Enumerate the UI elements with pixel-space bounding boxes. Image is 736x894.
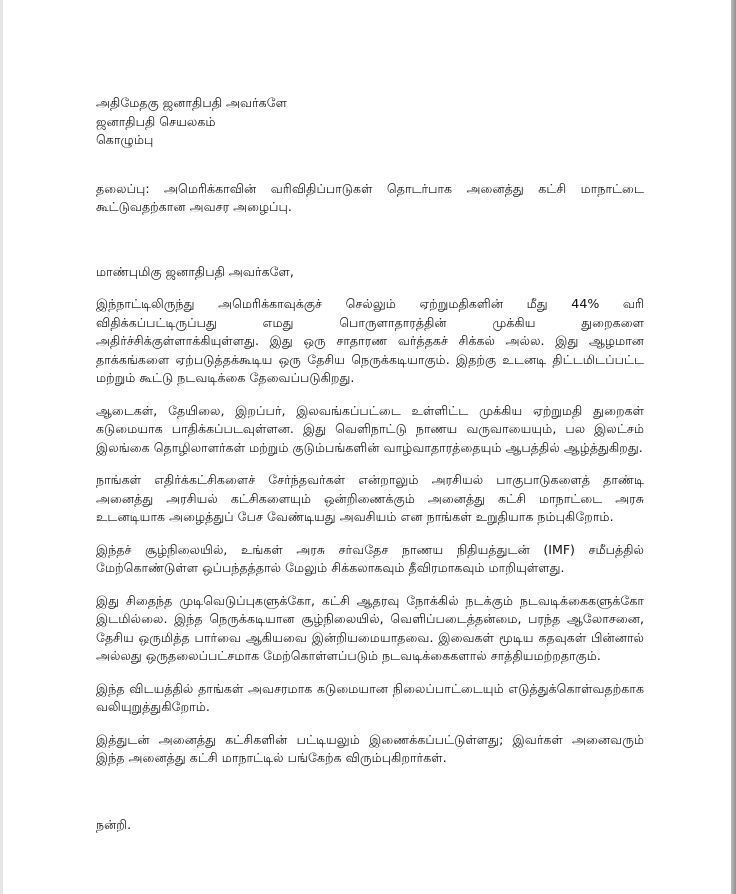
letter-subject: தலைப்பு: அமெரிக்காவின் வரிவிதிப்பாடுகள் தொடர்பாக அனைத்து கட்சி மாநாட்டை கூட்டுவதற்கான அவசர அழைப்பு. bbox=[96, 180, 644, 214]
address-line-recipient: அதிமேதகு ஜனாதிபதி அவர்களே bbox=[96, 95, 288, 110]
body-paragraph-tariff: இந்நாட்டிலிருந்து அமெரிக்காவுக்குச் செல்லும் ஏற்றுமதிகளின் மீது 44% வரி விதிக்கப்பட்டிருப்பது எமது பொருளாதாரத்தின் முக்கிய துறைகளை அதிர்ச்சிக்குள்ளாக்கியுள்ளது. இது ஒரு சாதாரண வர்த்தகச் சிக்கல் அல்ல. இது ஆழமான தாக்கங்களை ஏற்படுத்தக்கூடிய ஒரு தேசிய நெருக்கடியாகும். இதற்கு உடனடி திட்டமிடப்பட்ட மற்றும் கூட்டு நடவடிக்கை தேவைப்படுகிறது. bbox=[96, 296, 644, 385]
recipient-address bbox=[96, 94, 644, 150]
body-paragraph-urge: இந்த விடயத்தில் தாங்கள் அவசரமாக கடுமையான நிலைப்பாட்டையும் எடுத்துக்கொள்வதற்காக வலியுறுத்துகிறோம். bbox=[96, 680, 644, 714]
body-paragraph-attachment: இத்துடன் அனைத்து கட்சிகளின் பட்டியலும் இணைக்கப்பட்டுள்ளது; இவர்கள் அனைவரும் இந்த அனைத்து கட்சி மாநாட்டில் பங்கேற்க விரும்புகிறார்கள். bbox=[96, 731, 644, 765]
closing-thanks: நன்றி. bbox=[96, 816, 132, 832]
body-paragraph-all-party: நாங்கள் எதிர்க்கட்சிகளைச் சேர்ந்தவர்கள் என்றாலும் அரசியல் பாகுபாடுகளைத் தாண்டி அனைத்து அரசியல் கட்சிகளையும் ஒன்றிணைக்கும் அனைத்து கட்சி மாநாட்டை அரசு உடனடியாக அழைத்துப் பேச வேண்டியது அவசியம் என நாங்கள் உறுதியாக நம்புகிறோம். bbox=[96, 472, 644, 524]
page-right-shadow bbox=[731, 0, 736, 894]
letter-page bbox=[96, 94, 644, 834]
salutation: மாண்புமிகு ஜனாதிபதி அவர்களே, bbox=[96, 263, 294, 279]
page-left-edge bbox=[0, 0, 3, 894]
body-paragraph-transparency: இது சிதைந்த முடிவெடுப்புகளுக்கோ, கட்சி ஆதரவு நோக்கில் நடக்கும் நடவடிக்கைகளுக்கோ இடமில்லை. இந்த நெருக்கடியான சூழ்நிலையில், வெளிப்படைத்தன்மை, பரந்த ஆலோசனை, தேசிய ஒருமித்த பார்வை ஆகியவை இன்றியமையாதவை. இவைகள் மூடிய கதவுகள் பின்னால் அல்லது ஒருதலைப்பட்சமாக மேற்கொள்ளப்படும் நடவடிக்கைகளால் சாத்தியமற்றதாகும். bbox=[96, 592, 644, 663]
body-paragraph-imf: இந்தச் சூழ்நிலையில், உங்கள் அரசு சர்வதேச நாணய நிதியத்துடன் (IMF) சமீபத்தில் மேற்கொண்டுள்ள ஒப்பந்தத்தால் மேலும் சிக்கலாகவும் தீவிரமாகவும் மாறியுள்ளது. bbox=[96, 541, 644, 575]
body-paragraph-sectors: ஆடைகள், தேயிலை, இறப்பர், இலவங்கப்பட்டை உள்ளிட்ட முக்கிய ஏற்றுமதி துறைகள் கடுமையாக பாதிக்கப்படவுள்ளன. இது வெளிநாட்டு நாணய வருவாயையும், பல இலட்சம் இலங்கை தொழிலாளர்கள் மற்றும் குடும்பங்களின் வாழ்வாதாரத்தையும் ஆபத்தில் ஆழ்த்துகிறது. bbox=[96, 402, 644, 455]
address-line-office: ஜனாதிபதி செயலகம் bbox=[96, 113, 216, 129]
address-line-city: கொழும்பு bbox=[96, 132, 154, 147]
